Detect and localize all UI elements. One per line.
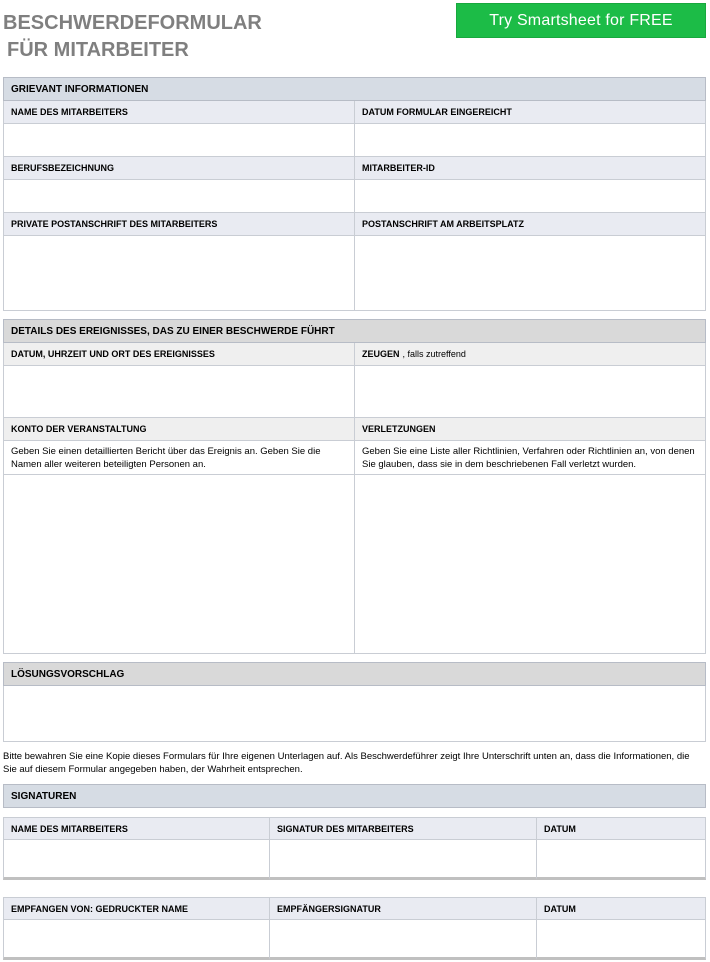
employee-name-field[interactable] [3,124,355,157]
employee-id-field[interactable] [355,180,706,213]
sig-employee-name-label: NAME DES MITARBEITERS [3,817,270,840]
witnesses-note: , falls zutreffend [402,349,466,359]
date-submitted-label: DATUM FORMULAR EINGEREICHT [355,101,706,124]
signature-note: Bitte bewahren Sie eine Kopie dieses Formulars für Ihre eigenen Unterlagen auf. Als Beschwerdeführer zeigt Ihre Unterschrift unten an, dass die Informationen, die Sie auf diesem Formular angegeben haben, der Wahrheit entsprechen. [3,751,690,775]
resolution-heading: LÖSUNGSVORSCHLAG [3,662,706,686]
received-by-label: EMPFANGEN VON: GEDRUCKTER NAME [3,897,270,920]
sig-date-label-2: DATUM [537,897,706,920]
resolution-section [3,662,706,742]
received-by-field[interactable] [3,920,270,960]
sig-employee-name-field[interactable] [3,840,270,880]
sig-date-field-2[interactable] [537,920,706,960]
title-line-2: FÜR MITARBEITER [7,39,189,61]
grievant-section [3,77,706,311]
account-field[interactable] [3,475,355,654]
grievant-heading: GRIEVANT INFORMATIONEN [3,77,706,101]
recipient-signature-table [3,897,706,960]
resolution-field[interactable] [3,686,706,742]
private-address-field[interactable] [3,236,355,311]
employee-name-label: NAME DES MITARBEITERS [3,101,355,124]
work-address-field[interactable] [355,236,706,311]
employee-id-label: MITARBEITER-ID [355,157,706,180]
sig-date-label-1: DATUM [537,817,706,840]
account-hint: Geben Sie einen detaillierten Bericht über das Ereignis an. Geben Sie die Namen aller weiteren beteiligten Personen an. [3,441,355,475]
sig-date-field-1[interactable] [537,840,706,880]
job-title-label: BERUFSBEZEICHNUNG [3,157,355,180]
witnesses-label [355,343,706,366]
private-address-label: PRIVATE POSTANSCHRIFT DES MITARBEITERS [3,213,355,236]
account-label: KONTO DER VERANSTALTUNG [3,418,355,441]
page-title [3,10,262,64]
recipient-signature-label: EMPFÄNGERSIGNATUR [270,897,537,920]
sig-employee-signature-field[interactable] [270,840,537,880]
recipient-signature-field[interactable] [270,920,537,960]
employee-signature-table [3,817,706,880]
signatures-heading: SIGNATUREN [3,784,706,808]
work-address-label: POSTANSCHRIFT AM ARBEITSPLATZ [355,213,706,236]
datetime-place-label: DATUM, UHRZEIT UND ORT DES EREIGNISSES [3,343,355,366]
incident-section [3,319,706,654]
job-title-field[interactable] [3,180,355,213]
witnesses-field[interactable] [355,366,706,418]
sig-employee-signature-label: SIGNATUR DES MITARBEITERS [270,817,537,840]
incident-heading: DETAILS DES EREIGNISSES, DAS ZU EINER BESCHWERDE FÜHRT [3,319,706,343]
violations-field[interactable] [355,475,706,654]
signatures-section [3,784,706,808]
try-smartsheet-button[interactable]: Try Smartsheet for FREE [456,3,706,38]
violations-hint: Geben Sie eine Liste aller Richtlinien, Verfahren oder Richtlinien an, von denen Sie glauben, dass sie in dem beschriebenen Fall verletzt wurden. [355,441,706,475]
violations-label: VERLETZUNGEN [355,418,706,441]
date-submitted-field[interactable] [355,124,706,157]
datetime-place-field[interactable] [3,366,355,418]
witnesses-label-text: ZEUGEN [362,349,400,359]
title-line-1: BESCHWERDEFORMULAR [3,12,262,34]
